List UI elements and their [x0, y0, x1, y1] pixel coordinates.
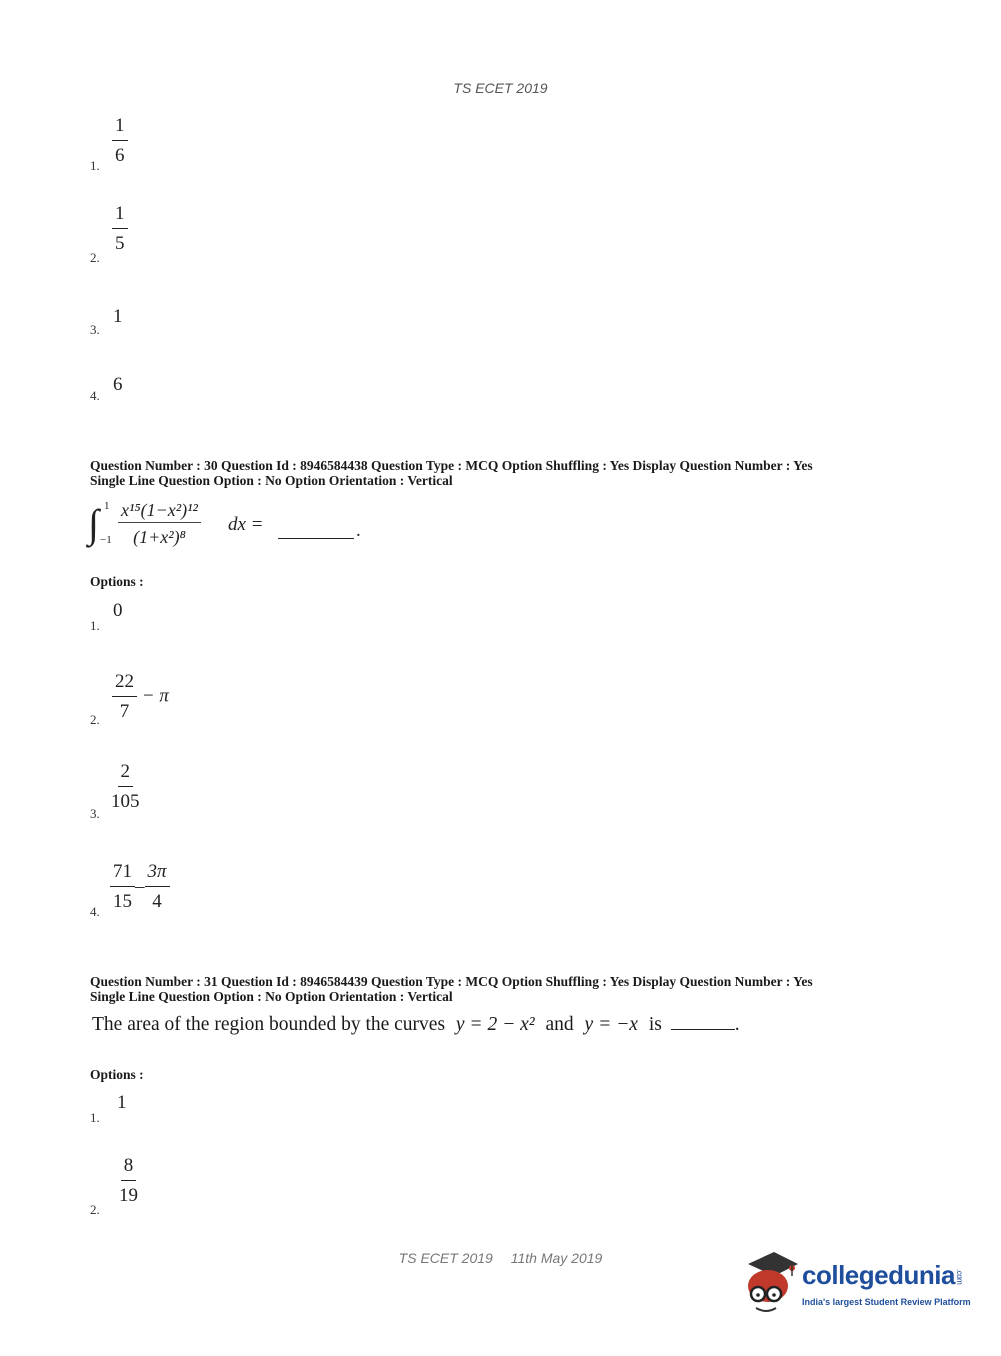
question-meta	[90, 458, 990, 488]
option-value	[116, 1154, 141, 1208]
integrand-numerator: x¹⁵(1−x²)¹²	[118, 500, 201, 523]
option-number: 4.	[90, 904, 100, 919]
fraction-denominator: 5	[115, 233, 125, 254]
fraction-denominator: 4	[152, 891, 162, 912]
question-text-part: The area of the region bounded by the curves	[92, 1014, 446, 1035]
minus-sign: –	[135, 876, 145, 897]
question-meta-line: Question Number : 31 Question Id : 8946584439 Question Type : MCQ Option Shuffling : Yes Display Question Number : Yes	[90, 974, 813, 989]
blank-period: .	[734, 1014, 740, 1035]
option-value	[112, 202, 128, 256]
question-text	[88, 500, 408, 560]
question-meta-line: Single Line Question Option : No Option Orientation : Vertical	[90, 473, 453, 488]
option-number: 1.	[90, 1110, 100, 1125]
curve-equation: y = −x	[584, 1014, 638, 1035]
footer-exam: TS ECET 2019	[398, 1250, 493, 1266]
mascot-icon	[740, 1250, 802, 1318]
option-value	[108, 760, 143, 814]
integral-dx: dx =	[228, 514, 264, 535]
fraction-numerator: 8	[121, 1154, 137, 1181]
options-label: Options :	[90, 574, 144, 589]
integrand-denominator: (1+x²)⁸	[133, 527, 186, 547]
option-suffix: − π	[141, 685, 169, 707]
question-meta-line: Question Number : 30 Question Id : 8946584438 Question Type : MCQ Option Shuffling : Yes Display Question Number : Yes	[90, 458, 813, 473]
fraction-numerator: 1	[112, 114, 128, 141]
integral-lower-limit: −1	[100, 534, 112, 546]
question-text	[92, 1014, 740, 1036]
answer-blank	[278, 524, 354, 539]
answer-blank	[671, 1015, 735, 1030]
logo-tagline: India's largest Student Review Platform	[802, 1297, 971, 1307]
option-number: 3.	[90, 806, 100, 821]
page-header: TS ECET 2019	[453, 80, 548, 96]
option-value: 0	[113, 600, 123, 621]
option-number: 3.	[90, 322, 100, 337]
integral-upper-limit: 1	[104, 500, 110, 512]
collegedunia-logo	[740, 1250, 980, 1320]
question-meta-line: Single Line Question Option : No Option Orientation : Vertical	[90, 989, 453, 1004]
fraction-numerator: 71	[110, 860, 135, 887]
option-number: 2.	[90, 712, 100, 727]
option-value: 1	[113, 306, 123, 327]
option-number: 4.	[90, 388, 100, 403]
integral-sign: ∫	[88, 501, 99, 546]
question-meta	[90, 974, 990, 1004]
options-label: Options :	[90, 1067, 144, 1082]
option-value: 1	[117, 1092, 127, 1113]
curve-equation: y = 2 − x²	[455, 1014, 535, 1035]
fraction-numerator: 1	[112, 202, 128, 229]
fraction-numerator: 22	[112, 670, 137, 697]
logo-suffix: .com	[954, 1268, 964, 1284]
footer-date: 11th May 2019	[510, 1250, 603, 1266]
question-text-part: is	[648, 1014, 662, 1035]
integrand	[118, 500, 201, 548]
option-number: 1.	[90, 158, 100, 173]
fraction-numerator: 3π	[145, 860, 170, 887]
option-number: 2.	[90, 1202, 100, 1217]
fraction-denominator: 7	[119, 701, 130, 722]
fraction-denominator: 19	[119, 1185, 138, 1206]
fraction-denominator: 105	[111, 791, 140, 812]
fraction-denominator: 6	[115, 145, 125, 166]
logo-name: collegedunia	[802, 1260, 955, 1290]
fraction-numerator: 2	[118, 760, 134, 787]
option-value	[112, 114, 128, 168]
option-number: 2.	[90, 250, 100, 265]
option-number: 1.	[90, 618, 100, 633]
fraction-denominator: 15	[113, 891, 132, 912]
option-value	[112, 670, 169, 724]
option-value	[110, 860, 170, 914]
option-value: 6	[113, 374, 123, 395]
question-text-part: and	[545, 1014, 574, 1035]
blank-period: .	[356, 520, 361, 541]
